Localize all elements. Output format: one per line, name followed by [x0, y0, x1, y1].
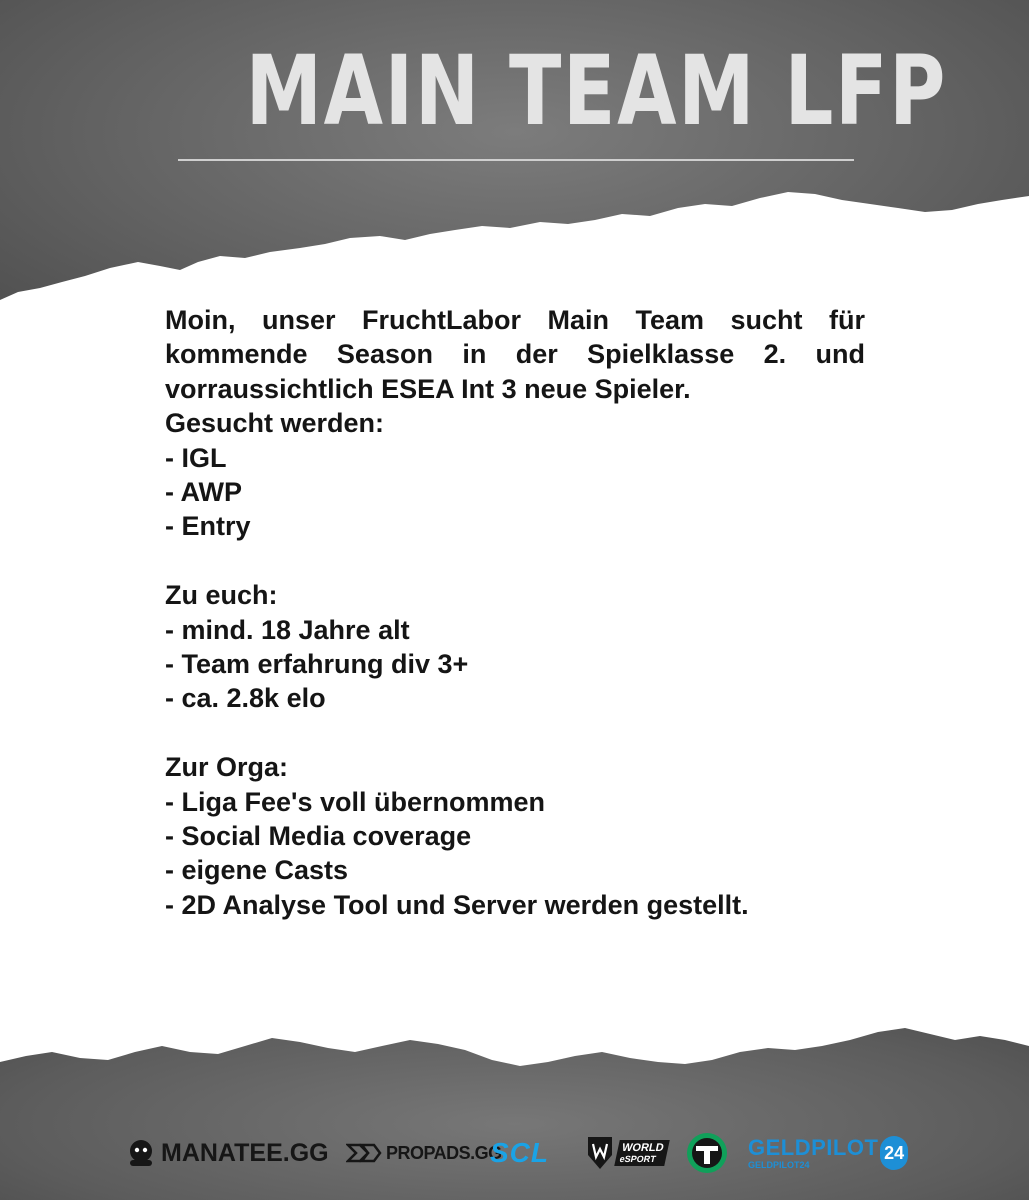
list-item: - AWP — [165, 477, 242, 508]
green-circle-icon — [686, 1132, 728, 1174]
geldpilot-name: GELDPILOT — [748, 1135, 879, 1160]
propads-icon — [346, 1141, 382, 1165]
list-item: - ca. 2.8k elo — [165, 683, 326, 714]
manatee-name: MANATEE — [161, 1138, 283, 1167]
list-item: - Liga Fee's voll übernommen — [165, 786, 545, 817]
world-esport-logo — [586, 1128, 666, 1178]
geldpilot-sub: GELDPILOT24 — [748, 1160, 810, 1170]
world-esport-wordmark — [614, 1140, 669, 1166]
world-esport-line2: eSPORT — [618, 1154, 657, 1164]
list-item: - 2D Analyse Tool und Server werden gestellt. — [165, 889, 749, 920]
manatee-suffix: .GG — [282, 1138, 329, 1167]
list-item: - IGL — [165, 442, 227, 473]
section-heading-organisation: Zur Orga: — [165, 752, 289, 783]
manatee-icon — [126, 1138, 156, 1168]
list-item: - Team erfahrung div 3+ — [165, 649, 469, 680]
page-title: MAIN TEAM LFP — [245, 35, 947, 147]
scl-logo — [490, 1128, 570, 1178]
geldpilot-wordmark — [748, 1136, 878, 1170]
intro-paragraph: Moin, unser FruchtLabor Main Team sucht für kommende Season in der Spielklasse 2. und vorraussichtlich ESEA Int 3 neue Spieler. — [165, 305, 865, 404]
world-esport-shield-icon — [586, 1135, 614, 1171]
propads-logo — [346, 1128, 502, 1178]
sponsor-logos — [120, 1128, 920, 1178]
spacer — [165, 716, 865, 750]
list-item: - Social Media coverage — [165, 821, 472, 852]
list-item: - Entry — [165, 511, 251, 542]
propads-name: PROPADS.GG — [386, 1142, 502, 1163]
world-esport-line1: WORLD — [620, 1142, 665, 1154]
section-heading-wanted: Gesucht werden: — [165, 408, 385, 439]
post-body — [165, 303, 865, 922]
scl-name: SCL — [490, 1137, 549, 1168]
green-circle-logo — [686, 1128, 730, 1178]
spacer — [165, 544, 865, 578]
geldpilot-logo — [748, 1128, 908, 1178]
section-heading-requirements: Zu euch: — [165, 580, 278, 611]
title-divider — [178, 159, 854, 161]
list-item: - eigene Casts — [165, 855, 349, 886]
list-item: - mind. 18 Jahre alt — [165, 614, 410, 645]
manatee-logo — [126, 1128, 329, 1178]
geldpilot-number-badge: 24 — [880, 1136, 908, 1170]
